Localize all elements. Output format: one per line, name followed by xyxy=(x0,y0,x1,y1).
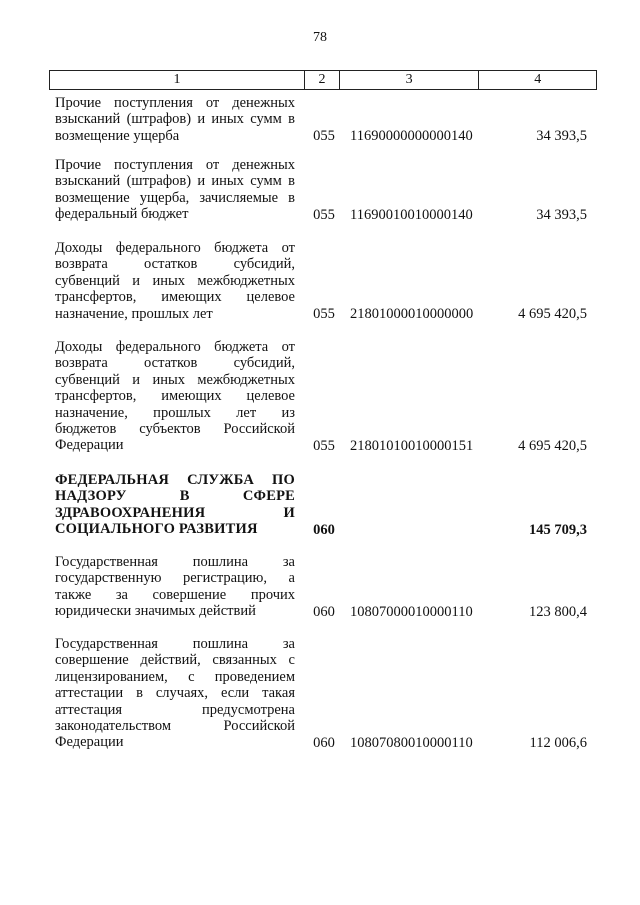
row-description xyxy=(55,157,295,223)
description-line: СОЦИАЛЬНОГО РАЗВИТИЯ xyxy=(55,521,258,538)
table-row xyxy=(49,636,597,751)
description-line: возврата остатков субсидий, xyxy=(55,355,295,372)
description-line: возмещение ущерба, зачисляемые в xyxy=(55,189,295,206)
row-description xyxy=(55,636,295,751)
description-line: НАДЗОРУ В СФЕРЕ xyxy=(55,488,295,505)
description-line: законодательством Российской xyxy=(55,718,295,735)
row-amount: 4 695 420,5 xyxy=(518,437,587,454)
description-line: Государственная пошлина за xyxy=(55,636,295,652)
description-line: Государственная пошлина за xyxy=(55,554,295,570)
section-title xyxy=(55,472,295,538)
header-col-3: 3 xyxy=(339,71,478,89)
table-row xyxy=(49,240,597,322)
description-line: назначение, прошлых лет xyxy=(55,305,213,322)
row-description xyxy=(55,554,295,620)
description-line: трансфертов, имеющих целевое xyxy=(55,388,295,405)
header-col-4: 4 xyxy=(478,71,596,89)
description-line: взысканий (штрафов) и иных сумм в xyxy=(55,173,295,190)
description-line: Федерации xyxy=(55,734,124,751)
row-kbk: 21801010010000151 xyxy=(350,437,474,454)
description-line: возврата остатков субсидий, xyxy=(55,256,295,273)
row-code: 060 xyxy=(313,734,335,751)
row-code: 060 xyxy=(313,521,335,538)
row-code: 055 xyxy=(313,127,335,144)
description-line: взысканий (штрафов) и иных сумм в xyxy=(55,111,295,128)
description-line: назначение, прошлых лет из xyxy=(55,404,295,421)
description-line: Федерации xyxy=(55,437,124,454)
row-amount: 123 800,4 xyxy=(529,603,587,620)
row-kbk: 21801000010000000 xyxy=(350,305,474,322)
description-line: также за совершение прочих xyxy=(55,586,295,603)
row-kbk: 11690000000000140 xyxy=(350,127,473,144)
description-line: субвенций и иных межбюджетных xyxy=(55,272,295,289)
description-line: лицензированием, с проведением xyxy=(55,668,295,685)
description-line: юридически значимых действий xyxy=(55,603,256,620)
row-description xyxy=(55,240,295,322)
row-description xyxy=(55,339,295,454)
description-line: государственную регистрацию, а xyxy=(55,570,295,587)
row-amount: 145 709,3 xyxy=(529,521,587,538)
header-col-1: 1 xyxy=(173,72,181,87)
row-kbk: 10807000010000110 xyxy=(350,603,473,620)
row-amount: 112 006,6 xyxy=(529,734,587,751)
description-line: Доходы федерального бюджета от xyxy=(55,339,295,355)
row-kbk: 10807080010000110 xyxy=(350,734,473,751)
description-line: Прочие поступления от денежных xyxy=(55,95,295,111)
header-col-2: 2 xyxy=(304,71,339,89)
description-line: трансфертов, имеющих целевое xyxy=(55,289,295,306)
description-line: аттестации в случаях, если такая xyxy=(55,685,295,702)
table-row-section xyxy=(49,472,597,538)
row-code: 060 xyxy=(313,603,335,620)
table-header xyxy=(49,70,597,90)
description-line: ФЕДЕРАЛЬНАЯ СЛУЖБА ПО xyxy=(55,472,295,488)
description-line: бюджетов субъектов Российской xyxy=(55,421,295,438)
row-amount: 4 695 420,5 xyxy=(518,305,587,322)
description-line: федеральный бюджет xyxy=(55,206,189,223)
row-amount: 34 393,5 xyxy=(536,127,587,144)
description-line: совершение действий, связанных с xyxy=(55,652,295,669)
row-code: 055 xyxy=(313,437,335,454)
table-row xyxy=(49,554,597,620)
description-line: Доходы федерального бюджета от xyxy=(55,240,295,256)
row-description xyxy=(55,95,295,144)
row-code: 055 xyxy=(313,206,335,223)
row-amount: 34 393,5 xyxy=(536,206,587,223)
row-kbk: 11690010010000140 xyxy=(350,206,473,223)
description-line: аттестация предусмотрена xyxy=(55,701,295,718)
row-code: 055 xyxy=(313,305,335,322)
description-line: субвенций и иных межбюджетных xyxy=(55,371,295,388)
description-line: ЗДРАВООХРАНЕНИЯ И xyxy=(55,504,295,521)
table-row xyxy=(49,95,597,144)
description-line: возмещение ущерба xyxy=(55,127,180,144)
table-row xyxy=(49,339,597,454)
table-row xyxy=(49,157,597,223)
page-number: 78 xyxy=(313,30,327,45)
description-line: Прочие поступления от денежных xyxy=(55,157,295,173)
